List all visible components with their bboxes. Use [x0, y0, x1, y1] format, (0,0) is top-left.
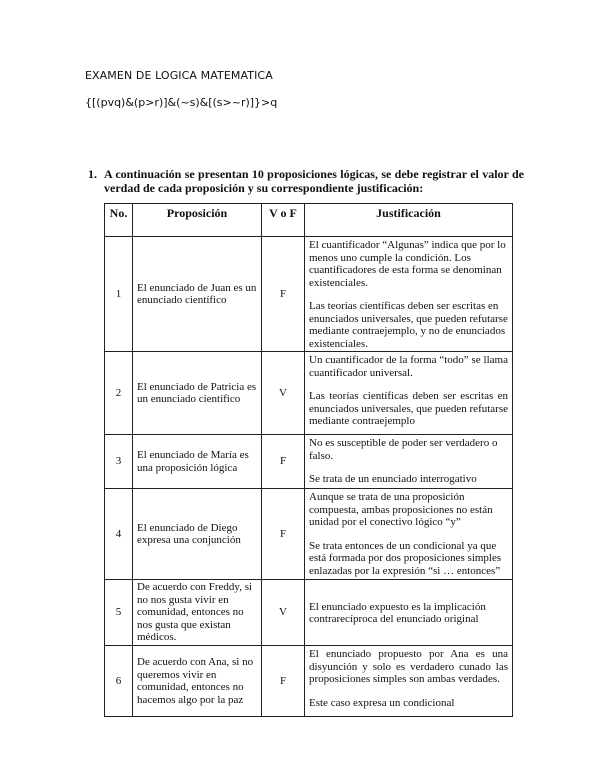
- cell-proposicion: El enunciado de Juan es un enunciado científico: [133, 237, 262, 352]
- cell-justificacion: [305, 237, 513, 352]
- cell-vof: F: [262, 237, 305, 352]
- cell-vof: V: [262, 352, 305, 435]
- header-no: No.: [105, 204, 133, 237]
- justification-text: Aunque se trata de una proposición compuesta, ambas proposiciones no están unidad por el conectivo lógico “y”: [309, 491, 493, 528]
- table-row: [105, 435, 513, 489]
- cell-proposicion: De acuerdo con Ana, si no queremos vivir en comunidad, entonces no hacemos algo por la paz: [133, 646, 262, 717]
- table-row: [105, 489, 513, 580]
- table-row: [105, 580, 513, 646]
- cell-proposicion: El enunciado de María es una proposición lógica: [133, 435, 262, 489]
- cell-no: 4: [105, 489, 133, 580]
- header-vof: V o F: [262, 204, 305, 237]
- justification-text: Un cuantificador de la forma “todo” se llama cuantificador universal.: [309, 354, 508, 379]
- cell-no: 5: [105, 580, 133, 646]
- justification-text: Las teorías científicas deben ser escritas en enunciados universales, que pueden refutarse mediante contraejemplo: [309, 390, 508, 427]
- table-row: [105, 352, 513, 435]
- justification-text: No es susceptible de poder ser verdadero o falso.: [309, 437, 498, 462]
- cell-justificacion: [305, 352, 513, 435]
- cell-proposicion: De acuerdo con Freddy, si no nos gusta vivir en comunidad, entonces no nos gusta que existan médicos.: [133, 580, 262, 646]
- cell-proposicion: El enunciado de Diego expresa una conjunción: [133, 489, 262, 580]
- justification-text: Las teorías científicas deben ser escritas en enunciados universales, que pueden refutarse mediante contraejemplo, y no de enunciados existenciales.: [309, 300, 508, 350]
- justification-text: El enunciado expuesto es la implicación contrarecíproca del enunciado original: [309, 600, 486, 625]
- instruction-item: [88, 167, 524, 195]
- cell-justificacion: [305, 435, 513, 489]
- table-header-row: [105, 204, 513, 237]
- cell-justificacion: [305, 489, 513, 580]
- justification-text: El enunciado propuesto por Ana es una disyunción y solo es verdadero cunado las proposiciones simples son ambas verdades.: [309, 648, 508, 685]
- cell-no: 1: [105, 237, 133, 352]
- header-justificacion: Justificación: [305, 204, 513, 237]
- table-row: [105, 646, 513, 717]
- cell-vof: F: [262, 646, 305, 717]
- justification-text: Se trata de un enunciado interrogativo: [309, 473, 477, 485]
- propositions-table: [104, 203, 513, 717]
- document-title: EXAMEN DE LOGICA MATEMATICA: [85, 69, 273, 82]
- cell-vof: F: [262, 489, 305, 580]
- cell-proposicion: El enunciado de Patricia es un enunciado científico: [133, 352, 262, 435]
- instruction-text: A continuación se presentan 10 proposiciones lógicas, se debe registrar el valor de verdad de cada proposición y su correspondiente justificación:: [104, 167, 524, 195]
- cell-no: 3: [105, 435, 133, 489]
- justification-text: Se trata entonces de un condicional ya que está formada por dos proposiciones simples enlazadas por la expresión “si … entonces”: [309, 539, 502, 577]
- cell-vof: F: [262, 435, 305, 489]
- logic-formula: {[(pvq)&(p>r)]&(~s)&[(s>~r)]}>q: [85, 96, 278, 109]
- cell-justificacion: [305, 580, 513, 646]
- instruction-number: 1.: [88, 167, 97, 181]
- cell-justificacion: [305, 646, 513, 717]
- header-proposicion: Proposición: [133, 204, 262, 237]
- justification-text: Este caso expresa un condicional: [309, 696, 455, 709]
- cell-no: 6: [105, 646, 133, 717]
- justification-text: El cuantificador “Algunas” indica que por lo menos uno cumple la condición. Los cuantificadores de esta forma se denominan existenciales.: [309, 239, 506, 289]
- table-row: [105, 237, 513, 352]
- cell-vof: V: [262, 580, 305, 646]
- cell-no: 2: [105, 352, 133, 435]
